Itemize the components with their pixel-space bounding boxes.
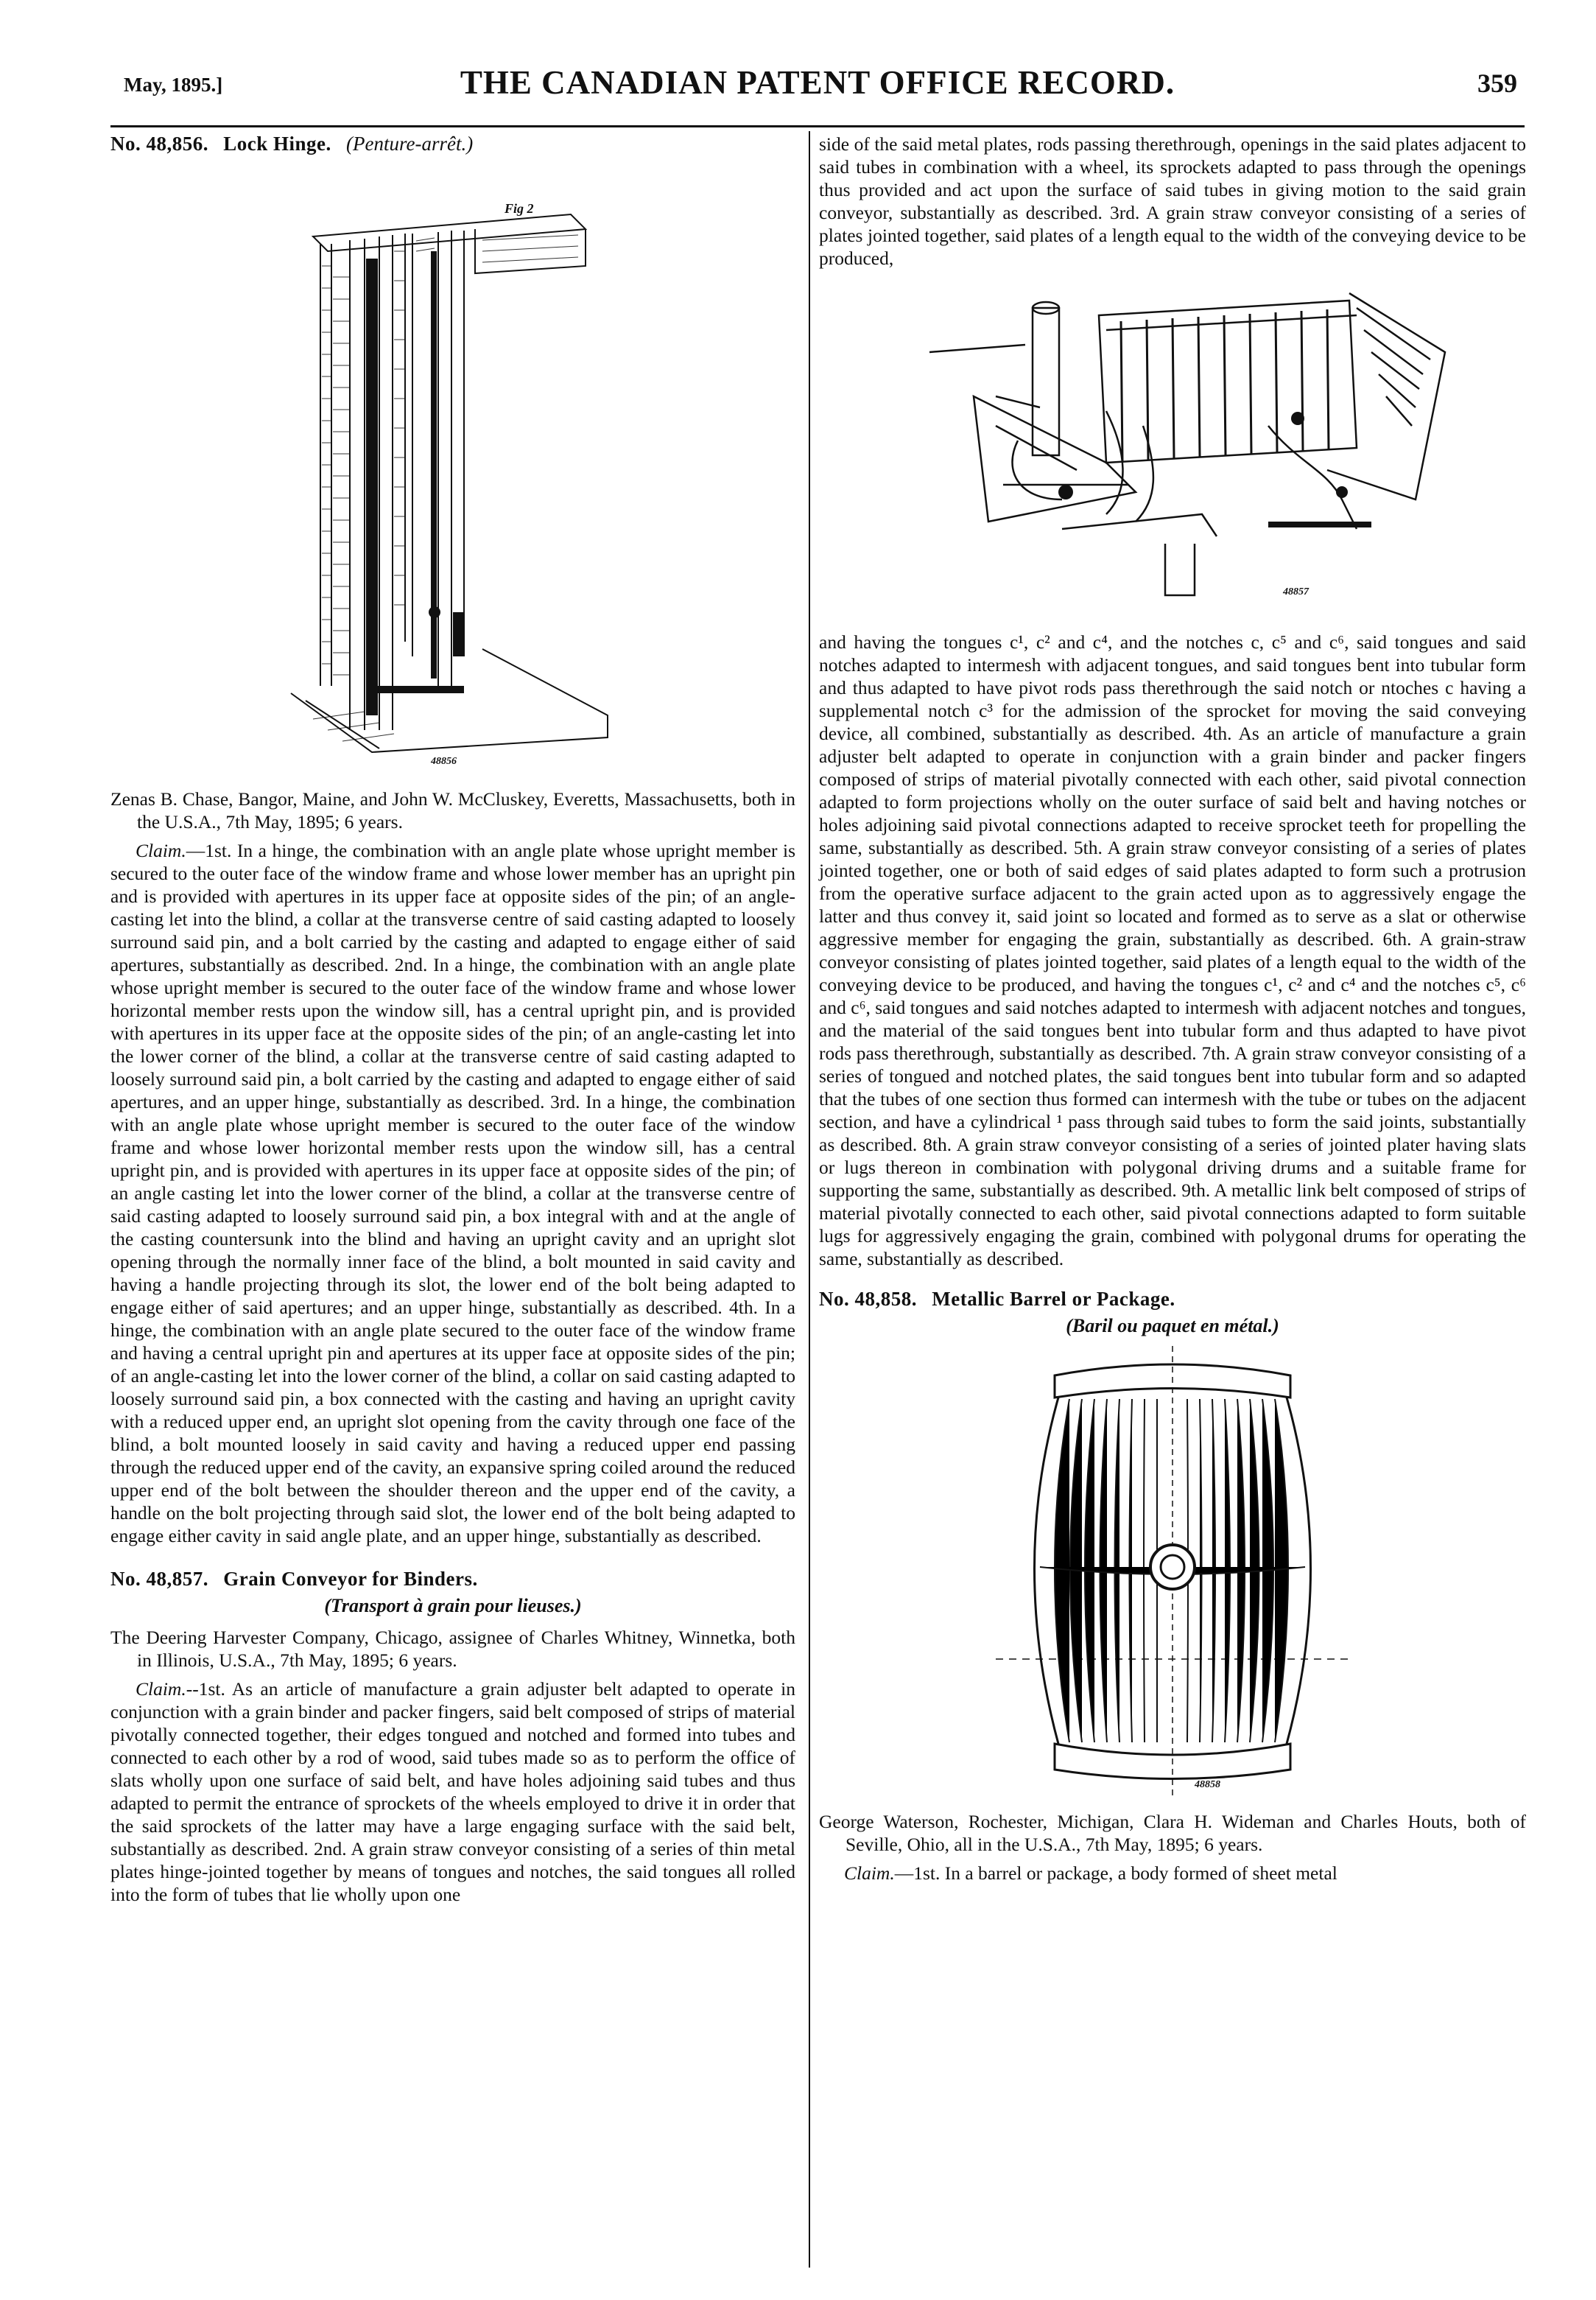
patent-name: Lock Hinge. bbox=[223, 133, 331, 155]
metallic-barrel-figure bbox=[966, 1346, 1379, 1803]
metallic-barrel-drawing bbox=[966, 1346, 1379, 1803]
patent-french-name: (Baril ou paquet en métal.) bbox=[1066, 1315, 1279, 1336]
patent-48856-heading bbox=[110, 133, 795, 155]
lock-hinge-figure bbox=[261, 170, 644, 774]
fig-number: 48856 bbox=[431, 756, 457, 767]
patent-name: Grain Conveyor for Binders. bbox=[223, 1568, 478, 1590]
patent-48858-claim bbox=[819, 1862, 1526, 1884]
patent-name: Metallic Barrel or Package. bbox=[932, 1288, 1175, 1310]
page-header bbox=[110, 63, 1525, 108]
lock-hinge-drawing bbox=[261, 170, 644, 774]
patent-number: No. 48,857. bbox=[110, 1568, 208, 1590]
fig-number: 48857 bbox=[1283, 586, 1309, 597]
claim-label: Claim. bbox=[136, 1678, 186, 1700]
patent-number: No. 48,856. bbox=[110, 133, 208, 155]
patent-48857-claim-continued: side of the said metal plates, rods passing therethrough, openings in the said plates adjacent to said tubes in combination with a wheel, its sprockets adapted to pass through the openings thus provided and act upon the surface of said tubes in giving motion to the said grain conveyor, substantially as described. 3rd. A grain straw conveyor consisting of a series of plates jointed together, said plates of a length equal to the width of the conveying device to be produced, bbox=[819, 133, 1526, 269]
patent-french-name: (Penture-arrêt.) bbox=[346, 133, 474, 155]
claim-text: —1st. In a barrel or package, a body formed of sheet metal bbox=[894, 1862, 1337, 1884]
patent-48857-inventors: The Deering Harvester Company, Chicago, assignee of Charles Whitney, Winnetka, both in Illinois, U.S.A., 7th May, 1895; 6 years. bbox=[110, 1627, 795, 1671]
grain-conveyor-drawing bbox=[885, 278, 1460, 617]
page-number: 359 bbox=[1477, 69, 1517, 98]
patent-48856-inventors: Zenas B. Chase, Bangor, Maine, and John W. McCluskey, Everetts, Massachusetts, both in the U.S.A., 7th May, 1895; 6 years. bbox=[110, 788, 795, 832]
column-divider bbox=[809, 131, 810, 2268]
patent-48857-claim-continued-2: and having the tongues c¹, c² and c⁴, and the notches c, c⁵ and c⁶, said tongues and said notches adapted to intermesh with adjacent tongues, and said tongues bent into tubular form and thus adapted to have pivot rods pass therethrough the said notch or ntoches c having a supplemental notch c³ for the admission of the sprocket for moving the said conveying device, all combined, substantially as described. 4th. As an article of manufacture a grain adjuster belt adapted to operate in conjunction with a grain binder and packer fingers composed of strips of material pivotally connected with each other, said pivotal connection adapted to form projections wholly on the outer surface of said belt and having notches or holes adjoining said pivotal connections adapted to receive sprocket teeth for propelling the same, substantially as described. 5th. A grain straw conveyor consisting of a series of plates jointed together, one or both of said edges of said plates adapted to form such a protrusion from the operative surface adjacent to the grain acted upon as to aggressively engage the latter and thus convey it, said joint so located and formed as to serve as a slat or otherwise aggressive member for engaging the grain, substantially as described. 6th. A grain-straw conveyor consisting of plates jointed together, said plates of a length equal to the width of the conveying device to be produced, and having the tongues c¹, c² and c⁴ and the notches c⁵, c⁶ and c⁶, said tongues and said notches adapted to intermesh with adjacent notches and tongues, and the material of the said tongues bent into tubular form and thus adapted to have pivot rods pass therethrough, substantially as described. 7th. A grain straw conveyor consisting of a series of tongued and notched plates, the said tongues bent into tubular form and so adapted that the tubes of one section thus formed can intermesh with the tube or tubes on the adjacent section, and have a cylindrical ¹ pass through said tubes to form the said joints, substantially as described. 8th. A grain straw conveyor consisting of a series of jointed plater having slats or lugs thereon in combination with polygonal driving drums and a suitable frame for supporting the same, substantially as described. 9th. A metallic link belt composed of strips of material pivotally connected to each other, said pivotal connections adapted to form suitable lugs for aggressively engaging the grain, combined with polygonal drums for operating the same, substantially as described. bbox=[819, 631, 1526, 1269]
left-column bbox=[110, 133, 795, 1906]
claim-text: --1st. As an article of manufacture a grain adjuster belt adapted to operate in conjunction with a grain binder and packer fingers, said belt composed of strips of material pivotally connected together, their edges tongued and notched and formed into tubes and connected to each other by a rod of wood, said tubes made so as to perform the office of slats wholly upon one surface of said belt, and have holes adjoining said tubes and thus adapted to permit the entrance of sprockets of the wheels employed to drive it in order that the said sprockets of the latter may have a large engaging surface with the said belt, substantially as described. 2nd. A grain straw conveyor consisting of a series of thin metal plates hinge-jointed together by means of tongues and notches, the said tongues all rolled into the form of tubes that lie wholly upon one bbox=[110, 1678, 795, 1905]
claim-label: Claim. bbox=[844, 1862, 895, 1884]
header-date: May, 1895.] bbox=[124, 74, 223, 96]
claim-text: —1st. In a hinge, the combination with an angle plate whose upright member is secured to the outer face of the window frame and whose lower member has an upright pin and is provided with apertures in its upper face at opposite sides of the pin; of an angle-casting let into the blind, a collar at the transverse centre of said casting adapted to loosely surround said pin, and a bolt carried by the casting and adapted to engage either of said apertures, substantially as described. 2nd. In a hinge, the combination with an angle plate whose upright member is secured to the outer face of the window frame and whose lower horizontal member rests upon the window sill, has a central upright pin, and is provided with apertures in its upper face at the opposite sides of the pin; of an angle-casting let into the lower corner of the blind, a collar at the transverse centre of said casting adapted to loosely surround said pin, a bolt carried by the casting and adapted to engage either of said apertures, and an upper hinge, substantially as described. 3rd. In a hinge, the combination with an angle plate whose upright member is secured to the outer face of the window frame and whose lower horizontal member rests upon the window sill, has a central upright pin, and is provided with apertures in its upper face at opposite sides of the pin; of an angle casting let into the lower corner of the blind, a collar at the transverse centre of said casting adapted to loosely surround said pin, a box integral with and at the angle of the casting countersunk into the blind and having an upright cavity and an upright slot opening through the normally inner face of the blind, a bolt mounted in said cavity and having a handle projecting through its slot, the lower end of the bolt being adapted to engage either of said apertures; and an upper hinge, substantially as described. 4th. In a hinge, the combination with an angle plate secured to the outer face of the window frame and having a central upright pin and apertures at its upper face at opposite sides of the pin; of an angle-casting let into the lower corner of the blind, a collar on said casting adapted to loosely surround said pin, a box connected with the casting and having an upright cavity with a reduced upper end, an upright slot opening from the cavity through one face of the blind, a bolt mounted loosely in said cavity and having a reduced upper end passing through the reduced upper end of the cavity, an expansive spring coiled around the reduced upper end of the bolt between the shoulder thereon and the upper end of the cavity, a handle on the bolt projecting through said slot, the lower end of the bolt being adapted to engage either cavity in said angle plate, and an upper hinge, substantially as described. bbox=[110, 840, 795, 1546]
patent-48857-claim bbox=[110, 1677, 795, 1906]
patent-48858-inventors: George Waterson, Rochester, Michigan, Clara H. Wideman and Charles Houts, both of Seville, Ohio, all in the U.S.A., 7th May, 1895; 6 years. bbox=[819, 1811, 1526, 1855]
grain-conveyor-figure bbox=[885, 278, 1460, 617]
patent-french-name: (Transport à grain pour lieuses.) bbox=[324, 1595, 582, 1616]
claim-label: Claim. bbox=[136, 840, 186, 861]
fig-number: 48858 bbox=[1195, 1779, 1220, 1790]
fig-label: Fig 2 bbox=[505, 201, 534, 216]
patent-48856-claim bbox=[110, 839, 795, 1547]
patent-48858-heading bbox=[819, 1288, 1526, 1311]
journal-title: THE CANADIAN PATENT OFFICE RECORD. bbox=[460, 64, 1175, 101]
patent-number: No. 48,858. bbox=[819, 1288, 917, 1310]
patent-48857-heading bbox=[110, 1568, 795, 1591]
right-column bbox=[819, 133, 1526, 1884]
header-rule bbox=[110, 125, 1525, 127]
